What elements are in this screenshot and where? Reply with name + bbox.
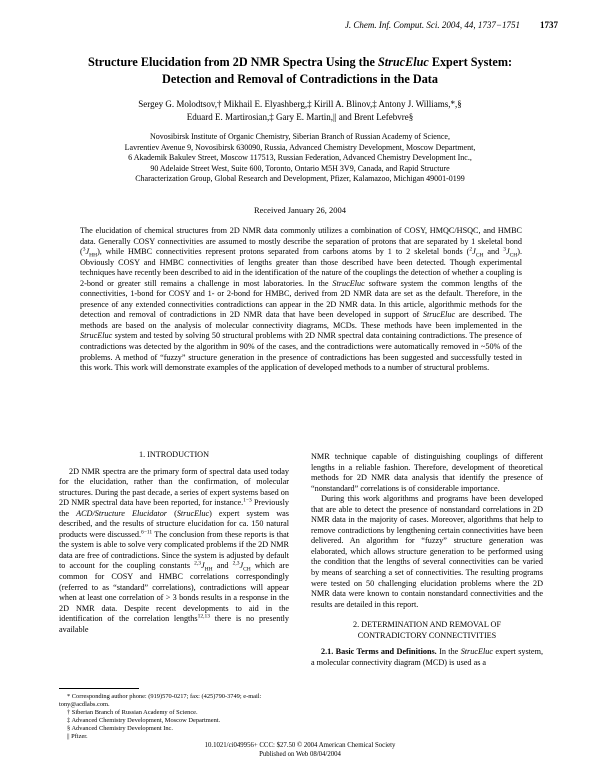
body-paragraph: NMR technique capable of distinguishing couplings of different lengths in a reliable fashion. Therefore, development of theoretical methods for 2D NMR data analysis that identify the presence of “nonstandard” correlations is of considerable importance. (311, 452, 543, 493)
publication-date: Published on Web 08/04/2004 (259, 750, 341, 758)
affiliations (40, 132, 560, 185)
affiliation-line: 6 Akademik Bakulev Street, Moscow 117513, Russian Federation, Advanced Chemistry Development Inc., (128, 153, 472, 163)
journal-citation: J. Chem. Inf. Comput. Sci. 2004, 44, 1737−1751 (344, 20, 520, 30)
affiliation-line: Novosibirsk Institute of Organic Chemistry, Siberian Branch of Russian Academy of Science, (150, 132, 450, 141)
section-heading-2: 2. DETERMINATION AND REMOVAL OF CONTRADICTORY CONNECTIVITIES (352, 620, 502, 640)
affiliation-line: Lavrentiev Avenue 9, Novosibirsk 630090, Russia, Advanced Chemistry Development, Moscow Department, (124, 142, 476, 152)
footnote: || Pfizer. (67, 733, 88, 740)
right-column (311, 452, 543, 668)
article-title: Structure Elucidation from 2D NMR Spectra Using the StrucEluc Expert System: Detection and Removal of Contradictions in the Data (87, 55, 513, 86)
title-emphasis: StrucEluc (377, 55, 429, 69)
footnote: * Corresponding author phone: (919)570-0217; fax: (425)790-3749; e-mail: tony@acdlabs.com. (59, 693, 262, 708)
footnotes (59, 693, 289, 741)
author-line-1: Sergey G. Molodtsov,† Mikhail E. Elyashberg,‡ Kirill A. Blinov,‡ Antony J. Williams,*,§ (138, 99, 462, 109)
intro-paragraph: 2D NMR spectra are the primary form of spectral data used today for the elucidation, rather than the confirmation, of molecular structures. During the past decade, a series of expert systems based on 2D NMR spectral data have been reported, for instance.$^{1-3}$ Previously the ACD/Structure Elucidator (StrucEluc) expert system was described, and the results of structure elucidation for ca. 150 natural products were discussed.$^{6-11}$ The conclusion from these reports is that the system is able to solve very complicated problems if the 2D NMR data are free of contradictions. Since the system is adjusted by default to account for the coupling constants $^{2,3}J_{HH}$ and $^{2,3}J_{CH}$ which are common for COSY and HMBC correlations correspondingly (referred to as “standard” correlations), contradictions will appear when at least one correlation of > 3 bonds results in a response in the 2D NMR data. Despite recent developments to aid in the identification of the correlation lengths$^{12,13}$ there is no presently available (59, 466, 290, 634)
section-heading-introduction: 1. INTRODUCTION (138, 450, 210, 459)
affiliation-line: 90 Adelaide Street West, Suite 600, Toronto, Ontario M5H 3V9, Canada, and Rapid Structure (150, 163, 450, 173)
received-date: Received January 26, 2004 (253, 205, 347, 215)
body-paragraph: During this work algorithms and programs have been developed that are able to detect the presence of nonstandard correlations in 2D NMR data in the majority of cases. Moreover, algorithms that help to remove contradictions by lengthening certain connectivities have been delivered. An algorithm for “fuzzy” structure generation was elaborated, which allows structure generation to be performed using the condition that the lengths of several connectivities can be varied by means of searching a set of connectivities. The resulting programs were tested on 50 challenging elucidation problems where the 2D NMR data were known to contain nonstandard connectivities and the results are detailed in this report. (311, 494, 543, 609)
abstract: The elucidation of chemical structures from 2D NMR data commonly utilizes a combination of COSY, HMQC/HSQC, and HMBC data. Generally COSY connectivities are assumed to mostly describe the separation of protons that are separated by 1 skeletal bond $(^3J_{HH})$, while HMBC connectivities represent protons separated from carbons atoms by 1 to 2 skeletal bonds ($^2J_{CH}$ and $^3J_{CH}$). Obviously COSY and HMBC connectivities of lengths greater than those described have been detected. Though experimental techniques have recently been described to aid in the identification of the nature of the couplings the detection of whether a coupling is 2-bond or greater still remains a challenge in most laboratories. In the StrucEluc software system the common lengths of the connectivities, 1-bond for COSY and 1- or 2-bond for HMBC, derived from 2D NMR data are set as the default. Therefore, in the presence of any extended connectivities contradictions can appear in the 2D NMR data. In this article, algorithmic methods for the detection and removal of contradictions in 2D NMR data that have been developed in support of StrucEluc are described. The methods are based on the analysis of molecular connectivity diagrams, MCDs. These methods have been implemented in the StrucEluc system and tested by solving 50 structural problems with 2D NMR spectral data containing contradictions. The presence of contradictions was detected by the algorithm in 90% of the cases, and the contradictions were automatically removed in ~50% of the problems. A method of “fuzzy” structure generation in the presence of contradictions has been suggested and successfully tested in this work. This work will demonstrate examples of the application of developed methods to a number of structural problems. (80, 226, 523, 373)
left-column (59, 450, 289, 635)
doi-line: 10.1021/ci049956+ CCC: $27.50 © 2004 American Chemical Society (204, 742, 396, 749)
page-number: 1737 (540, 20, 558, 30)
author-list (60, 98, 540, 123)
author-line-2: Eduard E. Martirosian,‡ Gary E. Martin,|| and Brent Lefebvre§ (186, 111, 414, 122)
footnote-divider (59, 688, 139, 689)
page-footer (60, 742, 540, 759)
footnote: † Siberian Branch of Russian Academy of Science. (67, 709, 198, 716)
affiliation-line: Characterization Group, Global Research and Development, Pfizer, Kalamazoo, Michigan 49001-0199 (135, 174, 465, 184)
footnote: § Advanced Chemistry Development Inc. (67, 725, 173, 732)
subsection-heading: 2.1. Basic Terms and Definitions. (321, 647, 437, 657)
body-paragraph: 2.1. Basic Terms and Definitions. In the StrucEluc expert system, a molecular connectivity diagram (MCD) is used as a (311, 647, 543, 667)
footnote: ‡ Advanced Chemistry Development, Moscow Department. (67, 717, 221, 724)
